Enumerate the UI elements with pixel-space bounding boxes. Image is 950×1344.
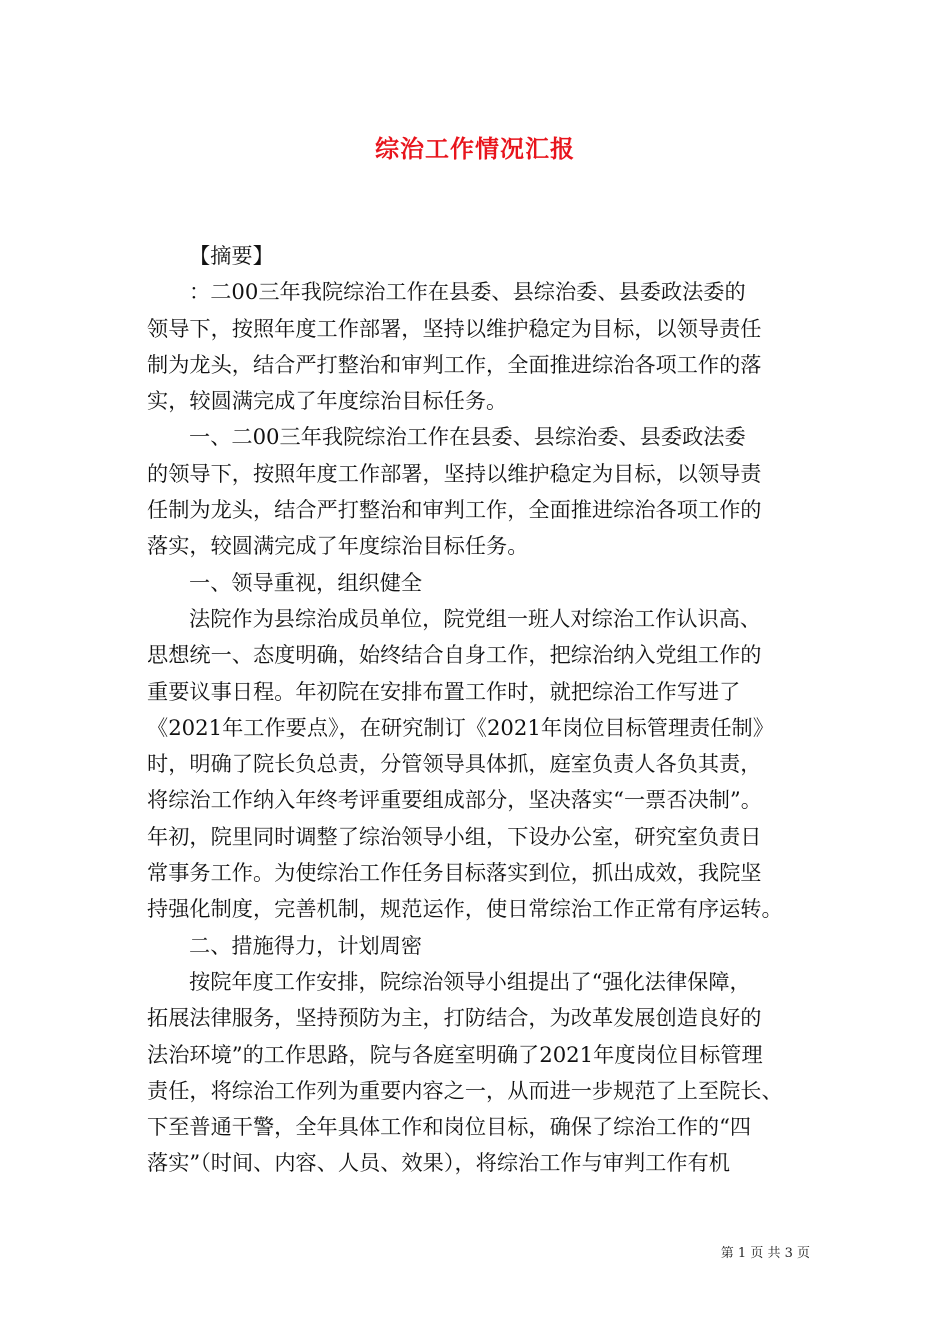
paragraph-line: 常事务工作。为使综治工作任务目标落实到位，抓出成效，我院坚	[147, 860, 762, 886]
paragraph-line: 《2021年工作要点》，在研究制订《2021年岗位目标管理责任制》	[147, 714, 774, 740]
section-heading-2: 二、措施得力，计划周密	[189, 932, 423, 958]
paragraph-line: 重要议事日程。年初院在安排布置工作时，就把综治工作写进了	[147, 678, 741, 704]
paragraph-line: 按院年度工作安排，院综治领导小组提出了“强化法律保障，	[189, 968, 751, 994]
paragraph-line: 思想统一、态度明确，始终结合自身工作，把综治纳入党组工作的	[147, 642, 762, 668]
paragraph-line: 责任，将综治工作列为重要内容之一，从而进一步规范了上至院长、	[147, 1077, 783, 1103]
abstract-line: 领导下，按照年度工作部署，坚持以维护稳定为目标，以领导责任	[147, 315, 762, 341]
abstract-heading: 【摘要】	[189, 243, 274, 268]
paragraph-line: 时，明确了院长负总责，分管领导具体抓，庭室负责人各负其责，	[147, 751, 762, 777]
paragraph-line: 持强化制度，完善机制，规范运作，使日常综治工作正常有序运转。	[147, 896, 783, 922]
document-title: 综治工作情况汇报	[375, 134, 575, 163]
paragraph-line: 一、二00三年我院综治工作在县委、县综治委、县委政法委	[189, 424, 746, 450]
paragraph-line: 落实”（时间、内容、人员、效果），将综治工作与审判工作有机	[147, 1150, 730, 1176]
paragraph-line: 任制为龙头，结合严打整治和审判工作，全面推进综治各项工作的	[147, 497, 762, 523]
paragraph-line: 落实，较圆满完成了年度综治目标任务。	[147, 533, 529, 559]
page-number: 第 1 页 共 3 页	[720, 1246, 810, 1261]
paragraph-line: 法院作为县综治成员单位，院党组一班人对综治工作认识高、	[189, 605, 762, 631]
paragraph-line: 的领导下，按照年度工作部署，坚持以维护稳定为目标，以领导责	[147, 460, 762, 486]
document-body	[147, 238, 809, 1182]
abstract-line: ：二00三年我院综治工作在县委、县综治委、县委政法委的	[189, 279, 746, 305]
paragraph-line: 年初，院里同时调整了综治领导小组，下设办公室，研究室负责日	[147, 823, 762, 849]
abstract-line: 实，较圆满完成了年度综治目标任务。	[147, 388, 508, 414]
paragraph-line: 下至普通干警，全年具体工作和岗位目标，确保了综治工作的“四	[147, 1114, 752, 1140]
paragraph-line: 拓展法律服务，坚持预防为主，打防结合，为改革发展创造良好的	[147, 1005, 762, 1031]
abstract-line: 制为龙头，结合严打整治和审判工作，全面推进综治各项工作的落	[147, 351, 762, 377]
section-heading-1: 一、领导重视，组织健全	[189, 569, 423, 595]
paragraph-line: 法治环境”的工作思路，院与各庭室明确了2021年度岗位目标管理	[147, 1041, 763, 1067]
paragraph-line: 将综治工作纳入年终考评重要组成部分，坚决落实“一票否决制”。	[147, 787, 762, 813]
